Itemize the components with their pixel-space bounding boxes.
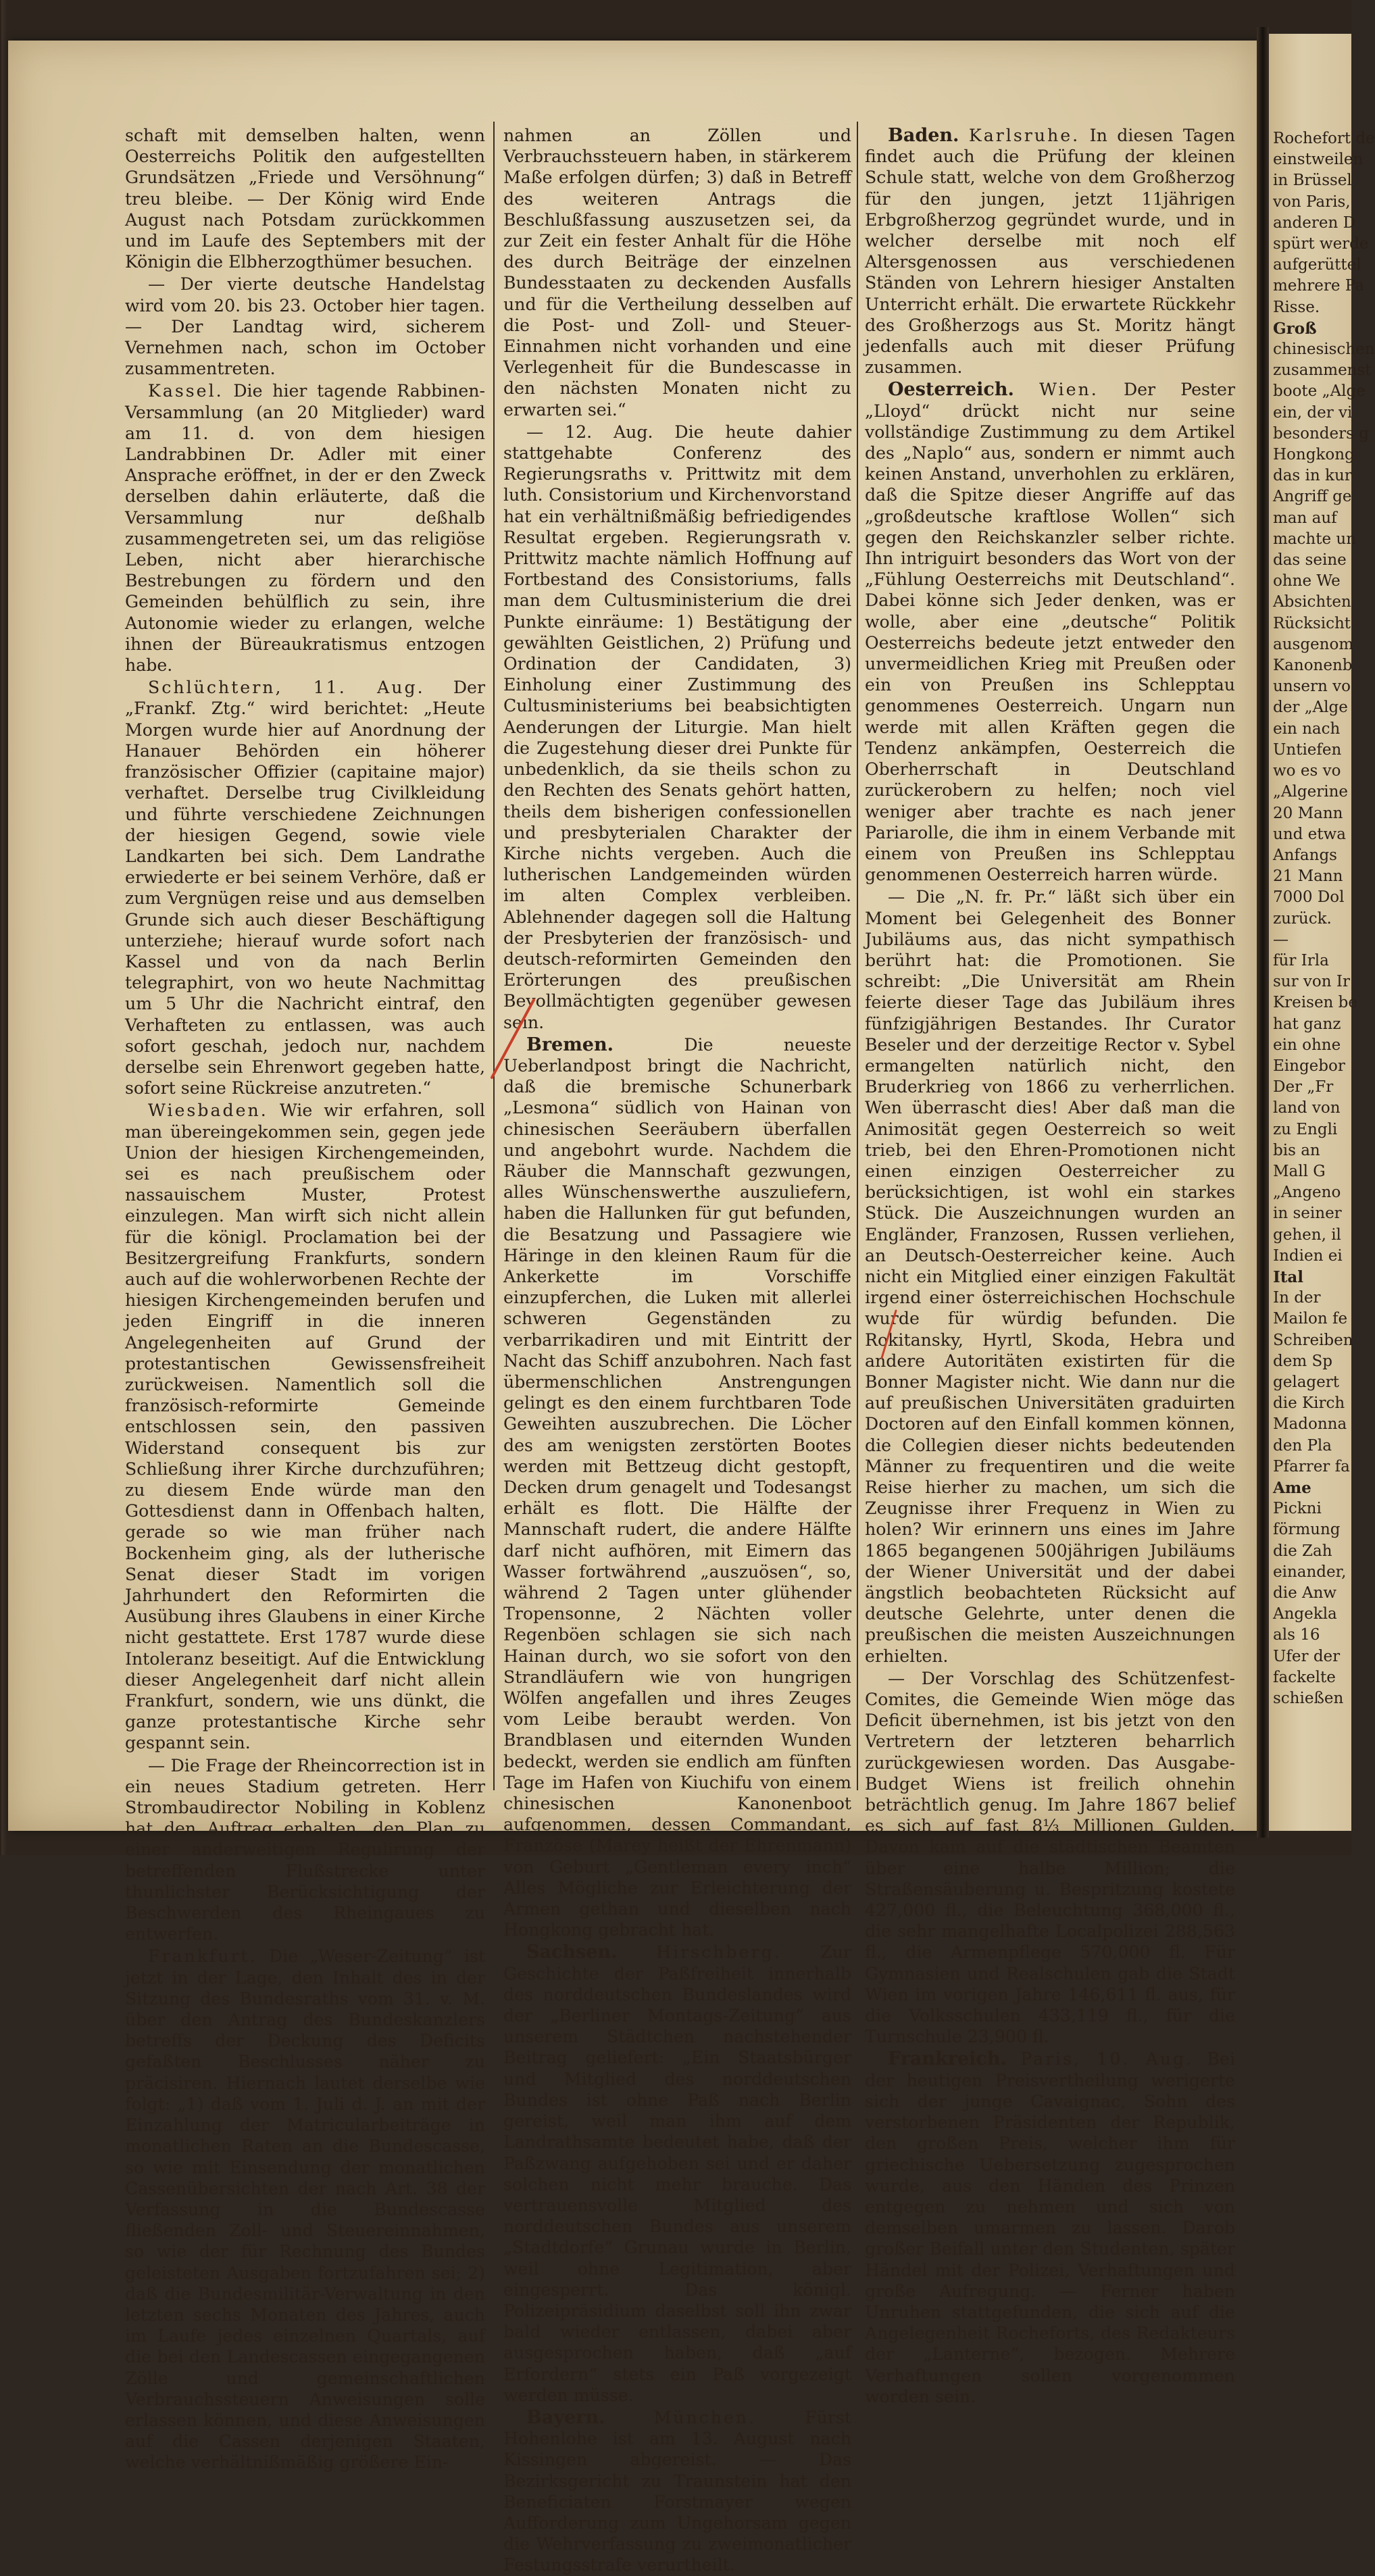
fragment-line: das seine [1273, 551, 1347, 570]
fragment-line: Der „Fr [1273, 1078, 1334, 1096]
news-item [125, 1100, 485, 1753]
fragment-line: zusammenst [1273, 361, 1372, 380]
item-text: Zur Geschichte der Paßfreiheit innerhalb des norddeutschen Bundeslandes wird der „Berliner Montags-Zeitung“ aus unserem Städtchen nachstehender Beitrag geliefert: „Ein Staatsbürger und Mitglied des norddeutschen Bundes ist ohne Paß nach Berlin gereist, weil man ihm auf dem Landrathsamte bedeutet habe, daß der Paßzwang aufgehoben sei und er daher solchen nicht mehr brauche. Das vertrauensvolle Mitglied des norddeutschen Bundes aus unserem „Stadtdorfe“ Grunau wurde in Berlin, weil ohne Legitimation, aber eingesperrt. Das königl. Polizeipräsidium daselbst soll ihn zwar bald wieder entlassen, dabei aber ausgesprochen haben, daß „auf Erfordern“ stets ein Paß vorgezeigt werden müsse. [503, 1942, 851, 2405]
news-item [865, 2048, 1235, 2406]
fragment-line: Madonna [1273, 1415, 1347, 1434]
fragment-line: einander, [1273, 1563, 1347, 1581]
fragment-line: die Zah [1273, 1542, 1332, 1560]
fragment-line: Ital [1273, 1267, 1304, 1286]
paragraph: nahmen an Zöllen und Verbrauchssteuern haben, in stärkerem Maße erfolgen dürfen; 3) daß in Betreff des weiteren Antrags die Beschlußfassung auszusetzen sei, da zur Zeit ein fester Anhalt für die Höhe des durch Beiträge der einzelnen Bundesstaaten zu deckenden Ausfalls und für die Vertheilung desselben auf die Post- und Zoll- und Steuer-Einnahmen nicht vorhanden und eine Verlegenheit für die Bundescasse in den nächsten Monaten nicht zu erwarten sei.“ [503, 126, 851, 420]
dateline: Karlsruhe. [968, 126, 1080, 145]
paragraph: schaft mit demselben halten, wenn Oesterreichs Politik den aufgestellten Grundsätzen „Friede und Versöhnung“ treu bleibe. — Der König wird Ende August nach Potsdam zurückkommen und im Laufe des Septembers mit der Königin die Elbherzogthümer besuchen. [125, 126, 485, 272]
column-3 [865, 125, 1236, 2406]
fragment-line: ein ohne [1273, 1036, 1341, 1054]
item-text: Die neueste Ueberlandpost bringt die Nachricht, daß die bremische Schunerbark „Lesmona“ südlich von Hainan von chinesischen Seeräubern überfallen und angebohrt wurde. Nachdem die Räuber die Mannschaft gezwungen, alles Wünschenswerthe auszuliefern, haben die Hallunken für gut befunden, die Besatzung und Passagiere wie Häringe in den kleinen Raum für die Ankerkette im Vorschiffe einzupferchen, die Luken mit allerlei schweren Gegenständen zu verbarrikadiren und mit Eintritt der Nacht das Schiff anzubohren. Nach fast übermenschlichen Anstrengungen gelingt es den einem furchtbaren Tode Geweihten auszubrechen. Die Löcher des am wenigsten zerstörten Bootes werden mit Bettzeug dicht gestopft, Decken drum genagelt und Todesangst erhält es flott. Die Hälfte der Mannschaft rudert, die andere Hälfte darf nicht aufhören, mit Eimern das Wasser fortwährend „auszuösen“, so, während 2 Tagen unter glühender Tropensonne, 2 Nächten voller Regenböen schlagen sie sich nach Hainan durch, wo sie sofort von den Strandläufern wie von hungrigen Wölfen angefallen und ihres Zeuges vom Leibe beraubt werden. Von Brandblasen und eiternden Wunden bedeckt, werden sie endlich am fünften Tage im Hafen von Kiuchifu von einem chinesischen Kanonenboot aufgenommen, dessen Commandant, Französe (Marey heißt der Ehrenmann) von Geburt „Gentleman every inch“ Alles Mögliche zur Erleichterung der Armen gethan und dieselben nach Hongkong gebracht hat. [503, 1034, 851, 1940]
fragment-line: — [1273, 930, 1289, 949]
fragment-line: der „Alge [1273, 699, 1348, 717]
section-heading: Baden. [888, 125, 959, 146]
fragment-line: Absichten [1273, 593, 1351, 611]
fragment-line: Angekla [1273, 1605, 1337, 1623]
fragment-line: ohne We [1273, 572, 1341, 590]
fragment-line: Mailon fe [1273, 1310, 1348, 1328]
item-text: Die hier tagende Rabbinen-Versammlung (an 20 Mitglieder) ward am 11. d. von dem hiesigen Landrabbinen Dr. Adler mit einer Ansprache eröffnet, in der er den Zweck derselben dahin erläuterte, daß die Versammlung nur deßhalb zusammengetreten sei, um das religiöse Leben, nicht aber hierarchische Bestrebungen zu fördern und den Gemeinden behülflich zu sein, ihre Autonomie wieder zu erlangen, welche ihnen der Büreaukratismus entzogen habe. [125, 381, 485, 676]
column-2 [503, 125, 851, 2575]
fragment-line: ausgenom [1273, 635, 1354, 653]
fragment-line: chinesischen [1273, 340, 1375, 359]
fragment-line: In der [1273, 1289, 1321, 1307]
dateline: Wiesbaden. [148, 1101, 268, 1121]
fragment-line: einstweilen [1273, 151, 1364, 169]
fragment-line: Eingebor [1273, 1057, 1345, 1075]
section-heading: Oesterreich. [888, 379, 1014, 401]
news-item [865, 125, 1235, 378]
fragment-line: „Angeno [1273, 1184, 1341, 1202]
fragment-line: von Paris, [1273, 193, 1351, 211]
column-rule [493, 122, 495, 1790]
dateline: Wien. [1039, 380, 1099, 400]
fragment-line: Pfarrer fa [1273, 1457, 1350, 1475]
fragment-line: aufgerüttel [1273, 256, 1361, 274]
fragment-line: Kanonenb [1273, 657, 1353, 675]
fragment-line: bis an [1273, 1141, 1320, 1159]
section-heading: Sachsen. [526, 1942, 618, 1963]
fragment-line: sur von Ir [1273, 973, 1350, 991]
section-heading: Frankreich. [888, 2048, 1007, 2070]
paragraph: — Die „N. fr. Pr.“ läßt sich über ein Moment bei Gelegenheit des Bonner Jubiläums aus, das nicht sympathisch berührt hat: die Promotionen. Sie schreibt: „Die Universität am Rhein feierte dieser Tage das Jubiläum ihres fünfzigjährigen Bestandes. Ihr Curator Beseler und der derzeitige Rector v. Sybel ermangelten natürlich nicht, den Bruderkrieg von 1866 zu verherrlichen. Wen überrascht dies! Aber daß man die Animosität gegen Oesterreich so weit trieb, bei den Ehren-Promotionen nicht einen einzigen Oesterreicher zu berücksichtigen, ist wohl ein starkes Stück. Die Auszeichnungen wurden an Engländer, Franzosen, Russen verliehen, an Deutsch-Oesterreicher keine. Auch nicht ein Mitglied einer einzigen Fakultät irgend einer österreichischen Hochschule wurde für würdig befunden. Die Rokitansky, Hyrtl, Skoda, Hebra und andere Autoritäten existirten für die Bonner Magister nicht. Wie dann nur die auf preußischen Universitäten graduirten Doctoren auf den Einfall kommen können, die Collegien dieser nichts bedeutenden Männer zu frequentiren und die weite Reise hierher zu machen, um sich die Zeugnisse ihrer Frequenz in Wien zu holen? Wir erinnern uns eines im Jahre 1865 begangenen 500jährigen Jubiläums der Wiener Universität und der dabei ängstlich beobachteten Rücksicht auf deutsche Gelehrte, unter denen die preußischen die meisten Auszeichnungen erhielten. [865, 887, 1235, 1666]
fragment-line: 20 Mann [1273, 804, 1343, 822]
column-1 [125, 125, 485, 2473]
item-text: Der „Frankf. Ztg.“ wird berichtet: „Heute Morgen wurde hier auf Anordnung der Hanauer Behörden ein höherer französischer Offizier (capitaine major) verhaftet. Derselbe trug Civilkleidung und führte verschiedene Zeichnungen der hiesigen Gegend, sowie viele Landkarten bei sich. Dem Landrathe erwiederte er bei seinem Verhöre, daß er zum Vergnügen reise und aus demselben Grunde sich auch dieser Beschäftigung unterziehe; hierauf wurde sofort nach Kassel und von da nach Berlin telegraphirt, von wo heute Nachmittag um 5 Uhr die Nachricht eintraf, den Verhafteten zu entlassen, was auch sofort geschah, jedoch nur, nachdem derselbe sein Ehrenwort gegeben hatte, sofort seine Rückreise anzutreten.“ [125, 678, 485, 1098]
fragment-line: boote „Alge [1273, 382, 1366, 401]
paragraph: — Der vierte deutsche Handelstag wird vom 20. bis 23. October hier tagen. — Der Landtag wird, sicherem Vernehmen nach, schon im October zusammentreten. [125, 274, 485, 379]
fragment-line: Anfangs [1273, 846, 1337, 864]
news-item [865, 379, 1235, 885]
section-heading: Bayern. [526, 2406, 605, 2428]
fragment-line: Kreisen be [1273, 994, 1358, 1012]
fragment-line: Untiefen [1273, 740, 1342, 759]
fragment-line: machte un [1273, 530, 1357, 548]
dateline: Paris, 10. Aug. [1020, 2049, 1194, 2069]
fragment-line: ein nach [1273, 719, 1341, 738]
fragment-line: land von [1273, 1099, 1341, 1117]
fragment-line: anderen D [1273, 213, 1356, 232]
dateline: Schlüchtern, 11. Aug. [148, 678, 425, 698]
paragraph: — 12. Aug. Die heute dahier stattgehabte Conferenz des Regierungsraths v. Prittwitz mit dem luth. Consistorium und Kirchenvorstand hat ein verhältnißmäßig befriedigendes Resultat ergeben. Regierungsrath v. Prittwitz machte nämlich Hoffnung auf Fortbestand des Consistoriums, falls man dem Cultusministerium die drei Punkte einräume: 1) Bestätigung der gewählten Geistlichen, 2) Prüfung und Ordination der Candidaten, 3) Einholung einer Zustimmung des Cultusministeriums bei beabsichtigten Aenderungen der Liturgie. Man hielt die Zugestehung dieser drei Punkte für unbedenklich, da sie theils schon zu den Rechten des Senats gehört hatten, theils dem bisherigen confessionellen und presbyterialen Charakter der Kirche nichts vergeben. Auch die lutherischen Landgemeinden würden im alten Complex verbleiben. Ablehnender dagegen soll die Haltung der Presbyterien der französisch- und deutsch-reformirten Gemeinden den Erörterungen des preußischen Bevollmächtigten gegenüber gewesen sein. [503, 422, 851, 1032]
news-item [125, 1946, 485, 2473]
fragment-line: für Irla [1273, 951, 1329, 969]
fragment-line: hat ganz [1273, 1015, 1341, 1033]
fragment-line: Indien ei [1273, 1246, 1343, 1265]
fragment-line: 7000 Dol [1273, 888, 1345, 907]
fragment-line: Hongkong [1273, 446, 1355, 464]
column-rule [857, 122, 858, 1790]
paragraph: — Die Frage der Rheincorrection ist in ein neues Stadium getreten. Herr Strombaudirector Nobiling in Koblenz hat den Auftrag erhalten, den Plan zu einer anderweitigen Regulirung der betreffenden Flußstrecke unter thunlichster Berücksichtigung der Beschwerden des Rheingaues zu entwerfen. [125, 1755, 485, 1944]
fragment-line: ein, der vi [1273, 403, 1353, 422]
fragment-line: Schreiben [1273, 1331, 1353, 1349]
fragment-line: spürt werde [1273, 235, 1369, 253]
fragment-line: gehen, il [1273, 1226, 1341, 1244]
fragment-line: schießen [1273, 1690, 1344, 1708]
news-item [503, 1942, 851, 2405]
item-text: Bei der heutigen Preisvertheilung werigerte sich der junge Cavaignac, Sohn des verstorbenen Präsidenten der Republik, den großen Preis, welcher ihm für griechische Uebersetzung zugesprochen wurde, aus den Händen des Prinzen entgegen zu nehmen und sich von demselben umarmen zu lassen. Darob großer Beifall unter den Studenten, später Händel mit der Polizei, Verhaftungen und große Aufregung. — Ferner haben Unruhen stattgefunden, die sich auf die Angelegenheit Rocheforts, des Redakteurs der „Lanterne“, bezogen. Mehrere Verhaftungen sollen vorgenommen worden sein. [865, 2049, 1235, 2406]
adjacent-page-fragment [1269, 34, 1375, 1831]
dateline: Kassel. [148, 381, 224, 401]
fragment-line: man auf [1273, 509, 1337, 527]
fragment-line: in Brüssel [1273, 172, 1352, 190]
fragment-line: als 16 [1273, 1626, 1320, 1644]
paragraph: — Der Vorschlag des Schützenfest-Comites, die Gemeinde Wien möge das Deficit übernehmen, ist bis jetzt von den Vertretern der letzteren beharrlich zurückgewiesen worden. Das Ausgabe-Budget Wiens ist freilich ohnehin beträchtlich genug. Im Jahre 1867 belief es sich auf fast 8⅓ Millionen Gulden. Davon kam auf die städtischen Beamten über eine halbe Million; die Straßensäuberung u. Bespritzung kostete 427,000 fl., die Beleuchtung 368,000 fl., die sehr mangelhafte Localpolizei 288,563 fl., die Armenpflege 570,000 fl. Für Gymnasien und Realschulen gab die Stadt Wien im vorigen Jahre 146,611 fl. aus, für die Volksschulen 433,119 fl., für die Turnschule 23,900 fl. [865, 1668, 1235, 2047]
fragment-line: förmung [1273, 1521, 1341, 1539]
fragment-line: fackelte [1273, 1668, 1336, 1686]
fragment-line: unsern vo [1273, 678, 1351, 696]
item-text: In diesen Tagen findet auch die Prüfung der kleinen Schule statt, welche von dem Großherzog für den jungen, jetzt 11jährigen Erbgroßherzog gegründet wurde, und in welcher derselbe mit noch elf Altersgenossen aus verschiedenen Ständen von Lehrern hiesiger Anstalten Unterricht erhält. Die erwartete Rückkehr des Großherzogs aus St. Moritz hängt jedenfalls auch mit dieser Prüfung zusammen. [865, 126, 1236, 378]
item-text: Die „Weser-Zeitung“ ist jetzt in der Lage, den Inhalt des in der Sitzung des Bundesraths vom 31. v. M. über den Antrag des Bundeskanzlers betreffs der Deckung des Deficits gefaßten Beschlusses näher zu präcisiren. Hiernach lautet derselbe wie folgt: „1) daß vom 1. Juli d. J. an mit der Einzahlung der Matricularbeiträge in monatlichen Raten an die Bundescasse, so wie mit Einsendung der monatlichen Cassenübersichten der nach Art. 38 der Verfassung in die Bundescasse fließenden Zoll- und Steuereinnahmen, so wie der für Rechnung des Bundes geleisteten Ausgaben fortzufahren sei; 2) daß die Bundesmilitär-Verwaltung in den letzten sechs Monaten des Jahres, auch im Laufe jedes einzelnen Quartals, auf die bei den Landescassen eingegangenen Zölle und gemeinschaftlichen Verbrauchssteuern Anweisungen solle erlassen können, und diese Anweisungen auf die Cassen derjenigen Staaten, welche verhältnißmäßig größere Ein- [125, 1946, 485, 2473]
fragment-line: Mall G [1273, 1162, 1326, 1180]
section-heading: Bremen. [526, 1034, 614, 1055]
fragment-line: zurück. [1273, 909, 1332, 928]
fragment-line: Pickni [1273, 1500, 1322, 1518]
fragment-line: und etwa [1273, 825, 1346, 843]
fragment-line: mehrere Pa [1273, 277, 1364, 295]
fragment-line: Groß [1273, 319, 1317, 338]
book-gutter [1257, 27, 1269, 1838]
fragment-line: das in kur [1273, 467, 1352, 485]
fragment-line: die Anw [1273, 1584, 1337, 1602]
fragment-line: 21 Mann [1273, 867, 1343, 886]
item-text: Fürst Hohenlohe ist am 13. August nach Kissingen abgereist. — Das Bezirksgericht zu Traunstein hat den Beneficiaten Forstmayer wegen Aufforderung zum Ungehorsam gegen die Wehrverfassung zu zweimonatlicher Festungsstrafe verurtheilt. [503, 2407, 851, 2575]
fragment-line: besonders g [1273, 424, 1369, 443]
fragment-line: „Algerine [1273, 783, 1348, 801]
fragment-line: gelagert [1273, 1373, 1339, 1391]
dateline: Frankfurt. [148, 1946, 257, 1967]
news-item [125, 677, 485, 1098]
item-text: Der Pester „Lloyd“ drückt nicht nur seine vollständige Zustimmung zu dem Artikel des „Naplo“ aus, sondern er nimmt auch keinen Anstand, unverhohlen zu erklären, daß die Spitze dieser Angriffe auf das „großdeutsche kraftlose Wollen“ sich gegen den Reichskanzler selber richte. Ihn intriguirt besonders das Wort von der „Fühlung Oesterreichs mit Deutschland“. Dabei könne sich Jeder denken, was er wolle, aber eine „deutsche“ Politik Oesterreichs bedeute jetzt entweder den unvermeidlichen Krieg mit Preußen oder ein von Preußen ins Schlepptau genommenes Oesterreich. Ungarn nun werde mit allen Kräften gegen die Tendenz ankämpfen, Oesterreich die Oberherrschaft in Deutschland zurückerobern zu helfen; noch viel weniger aber trachte es nach jener Pariarolle, die ihm in einem Verbande mit einem von Preußen ins Schlepptau genommenen Oesterreich harren würde. [865, 380, 1235, 885]
fragment-line: wo es vo [1273, 762, 1341, 780]
fragment-line: in seiner [1273, 1205, 1342, 1223]
dateline: München. [653, 2407, 757, 2427]
news-item [503, 1034, 851, 1941]
dateline: Hirschberg. [656, 1942, 782, 1963]
fragment-line: Ufer der [1273, 1647, 1341, 1665]
fragment-line: Ame [1273, 1479, 1311, 1497]
fragment-line: die Kirch [1273, 1394, 1345, 1413]
fragment-line: dem Sp [1273, 1352, 1332, 1370]
fragment-line: Rücksicht [1273, 614, 1351, 632]
fragment-line: Angriff ge [1273, 488, 1352, 506]
item-text: Wie wir erfahren, soll man übereingekommen sein, gegen jede Union der hiesigen Kirchengemeinden, sei es nach preußischem oder nassauischem Muster, Protest einzulegen. Man wirft sich nicht allein für die königl. Proclamation bei der Besitzergreifung Frankfurts, sondern auch auf die wohlerworbenen Rechte der hiesigen Kirchengemeinden berufen und jeden Eingriff in die inneren Angelegenheiten auf Grund der protestantischen Gewissensfreiheit zurückweisen. Namentlich soll die französisch-reformirte Gemeinde entschlossen sein, den passiven Widerstand consequent bis zur Schließung ihrer Kirche durchzuführen; zu diesem Ende würde man den Gottesdienst dann in Offenbach halten, gerade so wie man früher nach Bockenheim ging, als der lutherische Senat dieser Stadt im vorigen Jahrhundert den Reformirten die Ausübung ihres Glaubens in einer Kirche nicht gestattete. Erst 1787 wurde diese Intoleranz beseitigt. Auf die Entwicklung dieser Angelegenheit darf nicht allein Frankfurt, sondern, wie uns dünkt, die ganze protestantische Kirche sehr gespannt sein. [125, 1101, 485, 1753]
fragment-line: Risse. [1273, 298, 1320, 316]
fragment-line: zu Engli [1273, 1120, 1338, 1138]
news-item [125, 380, 485, 676]
fragment-line: Rochefort de [1273, 130, 1375, 147]
fragment-line: den Pla [1273, 1436, 1332, 1455]
news-item [503, 2407, 851, 2576]
